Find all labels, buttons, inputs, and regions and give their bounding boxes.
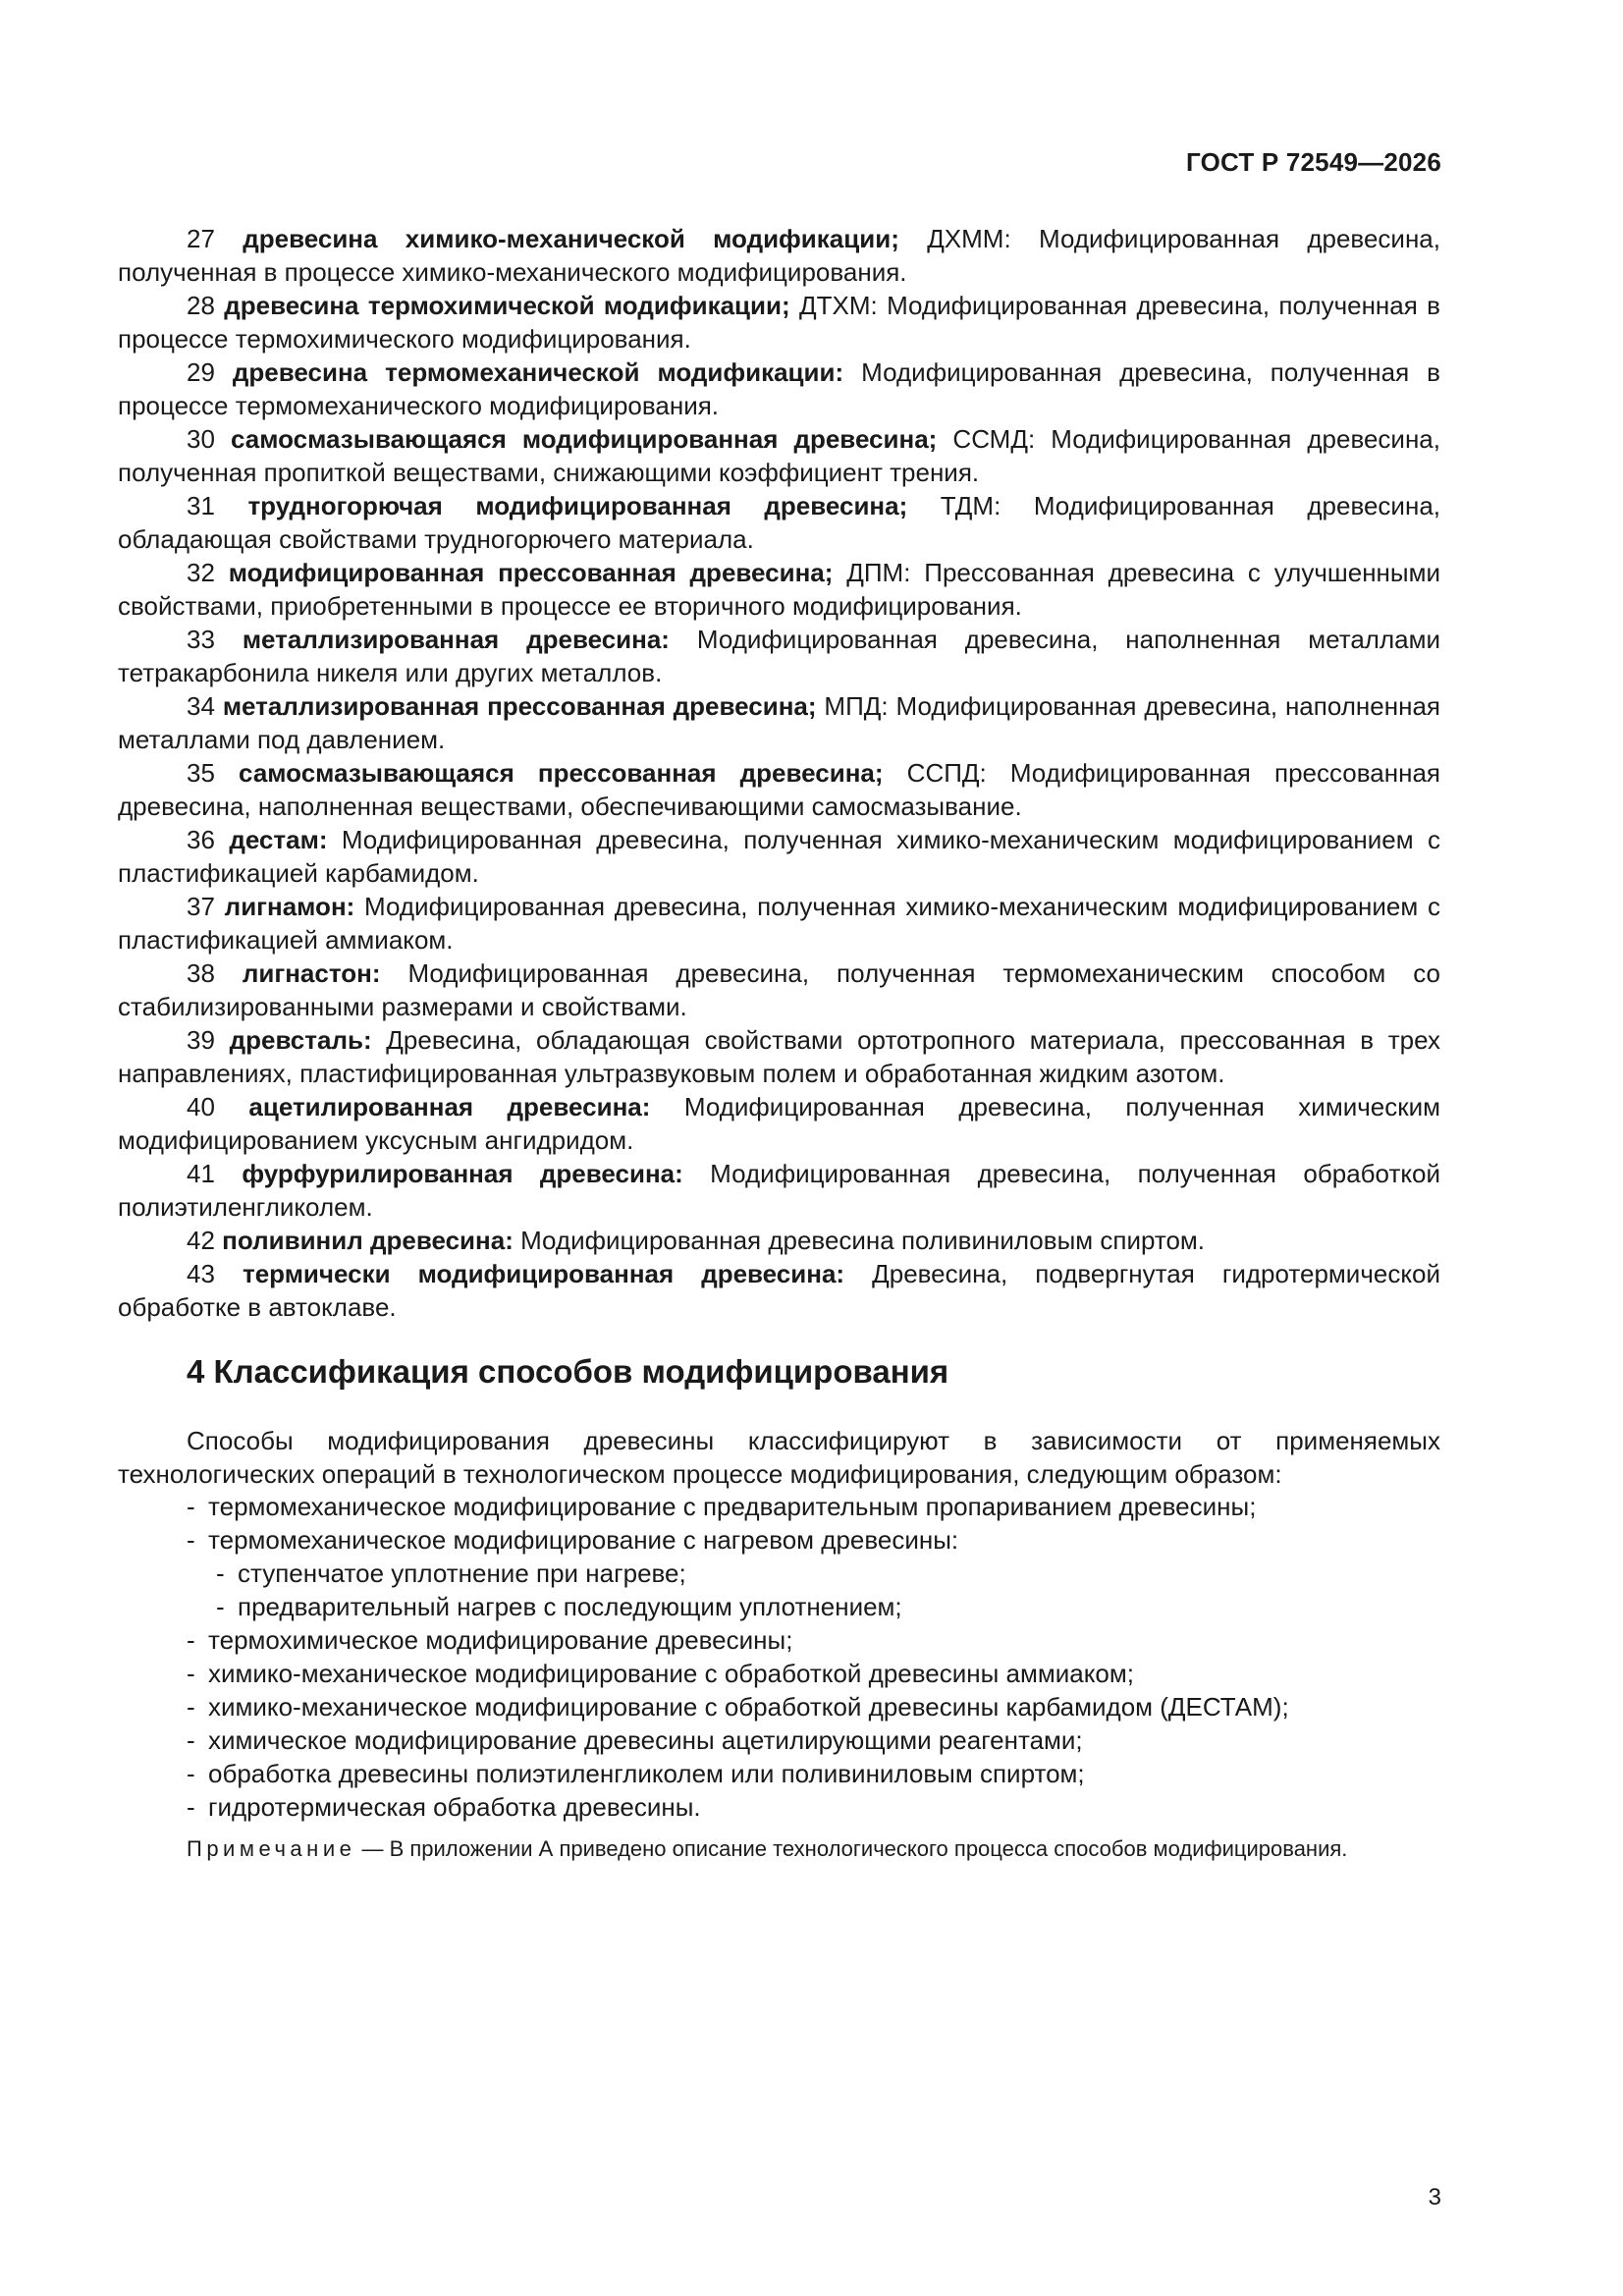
term-definition: Древесина, обладающая свойствами ортотропного материала, прессованная в трех направлениях, пластифицированная ультразвуковым полем и обработанная жидким азотом. bbox=[118, 1025, 1440, 1088]
document-id: ГОСТ Р 72549—2026 bbox=[1186, 147, 1441, 177]
list-item-text: термохимическое модифицирование древесины; bbox=[208, 1625, 793, 1655]
term-definition: Модифицированная древесина, полученная химико-механическим модифицированием с пластификацией аммиаком. bbox=[118, 892, 1440, 955]
term-name: древесина термомеханической модификации: bbox=[232, 357, 844, 387]
term-entry bbox=[118, 556, 1440, 623]
term-number: 31 bbox=[187, 491, 215, 520]
term-entry bbox=[118, 823, 1440, 890]
term-name: металлизированная древесина: bbox=[242, 625, 670, 654]
term-number: 28 bbox=[187, 291, 215, 320]
dash-bullet: - bbox=[187, 1525, 195, 1555]
term-name: металлизированная прессованная древесина; bbox=[222, 691, 817, 721]
section-intro: Способы модифицирования древесины классифицируют в зависимости от применяемых технологических операций в технологическом процессе модифицирования, следующим образом: bbox=[118, 1426, 1440, 1489]
term-number: 38 bbox=[187, 958, 215, 988]
list-item bbox=[187, 1490, 1453, 1523]
term-definition: ССМД: Модифицированная древесина, полученная пропиткой веществами, снижающими коэффициент трения. bbox=[118, 424, 1440, 487]
term-number: 34 bbox=[187, 691, 215, 721]
term-name: дестам: bbox=[229, 825, 328, 854]
term-number: 42 bbox=[187, 1226, 215, 1255]
term-number: 33 bbox=[187, 625, 215, 654]
term-number: 37 bbox=[187, 892, 215, 921]
term-number: 35 bbox=[187, 758, 215, 788]
term-number: 36 bbox=[187, 825, 215, 854]
term-number: 40 bbox=[187, 1092, 215, 1121]
list-item-text: термомеханическое модифицирование с предварительным пропариванием древесины; bbox=[208, 1492, 1257, 1521]
term-definition: Древесина, подвергнутая гидротермической обработке в автоклаве. bbox=[118, 1259, 1440, 1322]
list-item bbox=[187, 1557, 1453, 1590]
term-entry bbox=[118, 1257, 1440, 1324]
term-name: самосмазывающаяся прессованная древесина; bbox=[239, 758, 884, 788]
term-definition: Модифицированная древесина поливиниловым спиртом. bbox=[513, 1226, 1206, 1255]
term-entry bbox=[118, 422, 1440, 489]
dash-bullet: - bbox=[187, 1692, 195, 1722]
dash-bullet: - bbox=[187, 1759, 195, 1788]
section-title: 4 Классификация способов модифицирования bbox=[187, 1353, 949, 1390]
term-name: термически модифицированная древесина: bbox=[242, 1259, 845, 1288]
term-name: древесина химико-механической модификации; bbox=[243, 224, 899, 253]
term-definition: МПД: Модифицированная древесина, наполненная металлами под давлением. bbox=[118, 691, 1440, 754]
methods-list bbox=[187, 1490, 1453, 1824]
note bbox=[118, 1834, 1440, 1864]
term-name: самосмазывающаяся модифицированная древесина; bbox=[231, 424, 938, 454]
terms-list bbox=[118, 222, 1440, 1324]
dash-bullet: - bbox=[187, 1492, 195, 1521]
page-number: 3 bbox=[1428, 2184, 1441, 2211]
list-item bbox=[187, 1623, 1453, 1657]
list-item-text: ступенчатое уплотнение при нагреве; bbox=[238, 1558, 686, 1588]
list-item-text: химико-механическое модифицирование с обработкой древесины карбамидом (ДЕСТАМ); bbox=[208, 1692, 1289, 1722]
term-entry bbox=[118, 890, 1440, 957]
dash-bullet: - bbox=[216, 1592, 225, 1621]
term-definition: Модифицированная древесина, полученная в процессе термомеханического модифицирования. bbox=[118, 357, 1440, 420]
list-item-text: химическое модифицирование древесины ацетилирующими реагентами; bbox=[208, 1725, 1083, 1755]
dash-bullet: - bbox=[187, 1625, 195, 1655]
term-name: фурфурилированная древесина: bbox=[242, 1159, 683, 1188]
term-number: 39 bbox=[187, 1025, 215, 1055]
term-entry bbox=[118, 1090, 1440, 1157]
list-item bbox=[187, 1723, 1453, 1757]
term-definition: ССПД: Модифицированная прессованная древесина, наполненная веществами, обеспечивающими самосмазывание. bbox=[118, 758, 1440, 821]
list-item bbox=[187, 1757, 1453, 1790]
term-definition: ТДМ: Модифицированная древесина, обладающая свойствами трудногорючего материала. bbox=[118, 491, 1440, 554]
dash-bullet: - bbox=[187, 1659, 195, 1688]
term-entry bbox=[118, 756, 1440, 823]
list-item bbox=[187, 1657, 1453, 1690]
term-number: 41 bbox=[187, 1159, 215, 1188]
term-definition: Модифицированная древесина, наполненная металлами тетракарбонила никеля или других металлов. bbox=[118, 625, 1440, 687]
dash-bullet: - bbox=[216, 1558, 225, 1588]
term-number: 30 bbox=[187, 424, 215, 454]
list-item-text: обработка древесины полиэтиленгликолем или поливиниловым спиртом; bbox=[208, 1759, 1085, 1788]
list-item bbox=[187, 1690, 1453, 1723]
term-number: 32 bbox=[187, 558, 215, 587]
term-definition: ДХММ: Модифицированная древесина, полученная в процессе химико-механического модифицирования. bbox=[118, 224, 1440, 287]
term-name: поливинил древесина: bbox=[222, 1226, 514, 1255]
term-entry bbox=[118, 1224, 1440, 1257]
term-entry bbox=[118, 489, 1440, 556]
term-entry bbox=[118, 689, 1440, 756]
term-entry bbox=[118, 1023, 1440, 1090]
list-item-text: химико-механическое модифицирование с обработкой древесины аммиаком; bbox=[208, 1659, 1134, 1688]
list-item bbox=[187, 1590, 1453, 1623]
term-name: ацетилированная древесина: bbox=[248, 1092, 651, 1121]
list-item bbox=[187, 1523, 1453, 1557]
term-name: древсталь: bbox=[229, 1025, 372, 1055]
term-entry bbox=[118, 222, 1440, 289]
list-item-text: термомеханическое модифицирование с нагревом древесины: bbox=[208, 1525, 959, 1555]
term-number: 43 bbox=[187, 1259, 215, 1288]
dash-bullet: - bbox=[187, 1725, 195, 1755]
term-definition: Модифицированная древесина, полученная обработкой полиэтиленгликолем. bbox=[118, 1159, 1440, 1222]
term-entry bbox=[118, 289, 1440, 355]
term-name: трудногорючая модифицированная древесина; bbox=[247, 491, 908, 520]
term-definition: ДТХМ: Модифицированная древесина, полученная в процессе термохимического модифицирования. bbox=[118, 291, 1440, 354]
term-number: 29 bbox=[187, 357, 215, 387]
term-name: древесина термохимической модификации; bbox=[224, 291, 790, 320]
dash-bullet: - bbox=[187, 1792, 195, 1822]
term-name: лигнастон: bbox=[242, 958, 381, 988]
term-definition: Модифицированная древесина, полученная термомеханическим способом со стабилизированными размерами и свойствами. bbox=[118, 958, 1440, 1021]
term-entry bbox=[118, 623, 1440, 689]
term-entry bbox=[118, 355, 1440, 422]
term-entry bbox=[118, 957, 1440, 1023]
note-label: Примечание bbox=[187, 1836, 356, 1861]
list-item-text: предварительный нагрев с последующим уплотнением; bbox=[238, 1592, 902, 1621]
term-entry bbox=[118, 1157, 1440, 1224]
term-number: 27 bbox=[187, 224, 215, 253]
list-item bbox=[187, 1790, 1453, 1824]
term-definition: Модифицированная древесина, полученная химическим модифицированием уксусным ангидридом. bbox=[118, 1092, 1440, 1155]
term-definition: Модифицированная древесина, полученная химико-механическим модифицированием с пластификацией карбамидом. bbox=[118, 825, 1440, 888]
term-name: модифицированная прессованная древесина; bbox=[228, 558, 834, 587]
term-name: лигнамон: bbox=[224, 892, 355, 921]
note-text: — В приложении А приведено описание технологического процесса способов модифицирования. bbox=[355, 1836, 1348, 1861]
term-definition: ДПМ: Прессованная древесина с улучшенными свойствами, приобретенными в процессе ее вторичного модифицирования. bbox=[118, 558, 1440, 621]
list-item-text: гидротермическая обработка древесины. bbox=[208, 1792, 701, 1822]
